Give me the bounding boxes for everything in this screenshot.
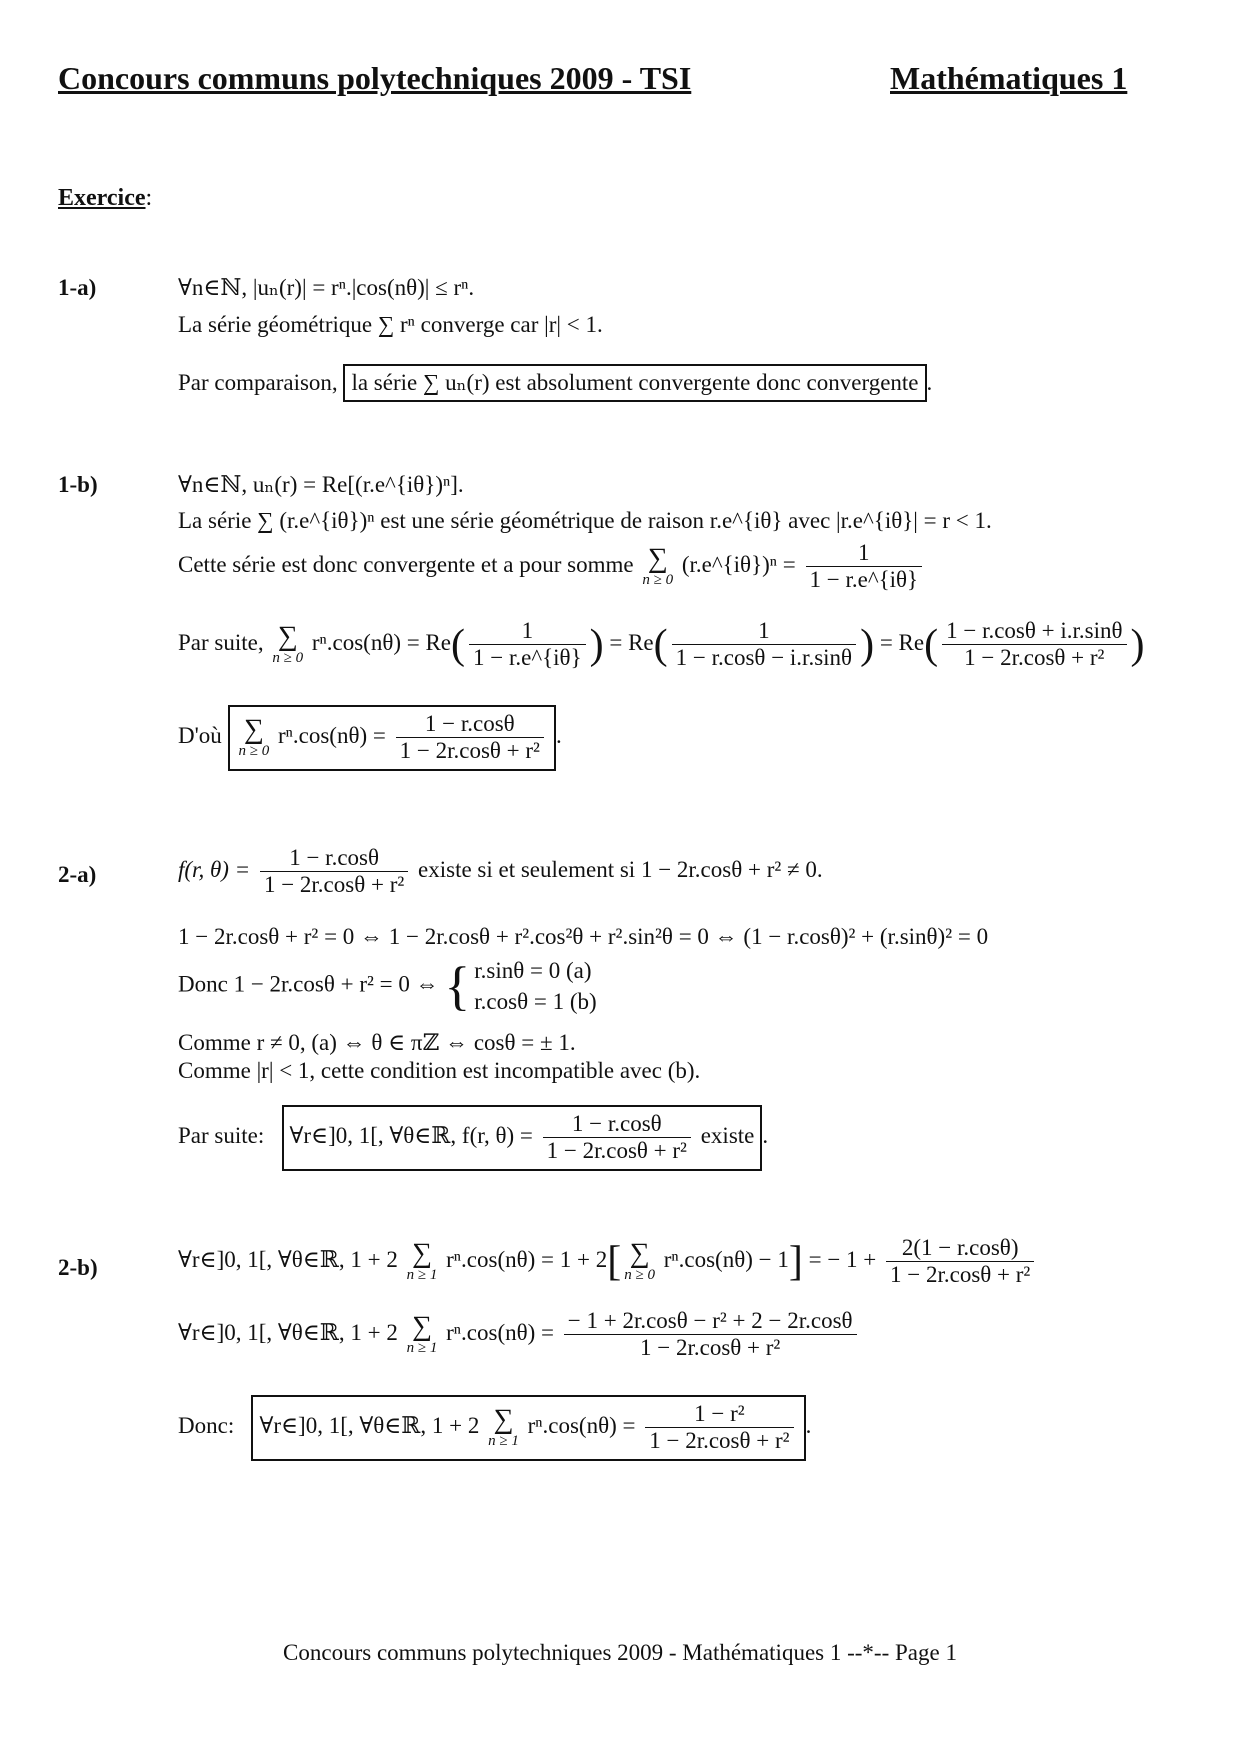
section-label-2a: 2-a) <box>58 862 97 887</box>
s1a-line1: ∀n∈ℕ, |uₙ(r)| = rⁿ.|cos(nθ)| ≤ rⁿ. <box>178 275 475 300</box>
s1b-line3-sum: (r.e^{iθ})ⁿ = <box>681 552 796 578</box>
exercise-heading-text: Exercice <box>58 185 146 211</box>
page-footer: Concours communs polytechniques 2009 - Mathématiques 1 --*-- Page 1 <box>283 1640 957 1665</box>
s1a-line3-pre: Par comparaison, <box>178 370 338 395</box>
s1b-line4-a: rⁿ.cos(nθ) = Re <box>311 630 452 656</box>
section-label-2b: 2-b) <box>58 1255 98 1280</box>
equation-system: r.sinθ = 0 (a) r.cosθ = 1 (b) <box>474 958 597 1015</box>
sum-symbol: ∑ n ≥ 1 <box>406 1311 438 1357</box>
s1b-line4-pre: Par suite, <box>178 630 264 656</box>
header-right-title: Mathématiques 1 <box>890 60 1128 96</box>
s1b-line4: Par suite, ∑ n ≥ 0 rⁿ.cos(nθ) = Re( $\frac{1}{1 - r.e\^{}\{i\theta\}}$ ) = Re( $\frac{1}{1 - r.\cos\theta - i.r.\sin\theta}$ ) = Re( $\frac{1 - r.\cos\theta + i.r.\sin\theta}{\text{1 − 2r.cosθ + r²}}$ ) <box>178 618 1145 671</box>
fraction: $\frac{1}{1 - r.e\^{}\{i\theta\}}$ <box>806 540 923 594</box>
s2b-result-box: ∀r∈]0, 1[, ∀θ∈ℝ, 1 + 2 ∑ n ≥ 1 rⁿ.cos(nθ) = $\frac{\text{1 − r²}}{\text{1 − 2r.cosθ + r²}}$ <box>251 1395 805 1461</box>
header-left-title: Concours communs polytechniques 2009 - TSI <box>58 60 692 96</box>
s1b-line5-pre: D'où <box>178 723 222 749</box>
s1b-line3-text: Cette série est donc convergente et a pour somme <box>178 552 634 578</box>
fraction: $\frac{1}{1 - r.e\^{}\{i\theta\}}$ <box>469 618 586 672</box>
s1b-line4-c: = Re <box>879 630 925 656</box>
s1a-line3 <box>178 364 932 402</box>
s2b-line1: ∀r∈]0, 1[, ∀θ∈ℝ, 1 + 2 ∑ n ≥ 1 rⁿ.cos(nθ) = 1 + 2[ ∑ n ≥ 0 rⁿ.cos(nθ) − 1] = − 1 + $\frac{2(1 - r.\cos\theta)}{\text{1 − 2r.cosθ + r²}}$ <box>178 1235 1038 1289</box>
sum-symbol: ∑ n ≥ 1 <box>488 1404 519 1450</box>
s1b-line2: La série ∑ (r.e^{iθ})ⁿ est une série géométrique de raison r.e^{iθ} avec |r.e^{iθ}| = r < 1. <box>178 508 992 533</box>
fraction: $\frac{1 - r.\cos\theta}{\text{1 − 2r.cosθ + r²}}$ <box>543 1111 691 1165</box>
exercise-heading <box>58 185 152 212</box>
fraction: $\frac{1}{1 - r.\cos\theta - i.r.\sin\theta}$ <box>672 618 856 672</box>
s1b-result-box: ∑ n ≥ 0 rⁿ.cos(nθ) = $\frac{1 - r.\cos\theta}{\text{1 − 2r.cosθ + r²}}$ <box>228 705 556 771</box>
sum-symbol: ∑ n ≥ 1 <box>406 1238 438 1284</box>
s1b-line4-b: = Re <box>609 630 654 656</box>
section-label-1a: 1-a) <box>58 275 97 300</box>
s2a-line6: Par suite: ∀r∈]0, 1[, ∀θ∈ℝ, f(r, θ) = $\frac{1 - r.\cos\theta}{\text{1 − 2r.cosθ + r²}}$ existe . <box>178 1105 768 1171</box>
fraction: $\frac{1 - r.\cos\theta}{\text{1 − 2r.cosθ + r²}}$ <box>396 711 544 765</box>
s2b-line3: Donc: ∀r∈]0, 1[, ∀θ∈ℝ, 1 + 2 ∑ n ≥ 1 rⁿ.cos(nθ) = $\frac{\text{1 − r²}}{\text{1 − 2r.cosθ + r²}}$ . <box>178 1395 811 1461</box>
sum-symbol: ∑ n ≥ 0 <box>642 543 674 589</box>
section-label-1b: 1-b) <box>58 472 98 497</box>
s2a-result-box: ∀r∈]0, 1[, ∀θ∈ℝ, f(r, θ) = $\frac{1 - r.\cos\theta}{\text{1 − 2r.cosθ + r²}}$ existe <box>282 1105 763 1171</box>
fraction: $\frac{\text{1 − r²}}{\text{1 − 2r.cosθ + r²}}$ <box>645 1401 793 1455</box>
fraction: $\frac{1 - r.\cos\theta}{\text{1 − 2r.cosθ + r²}}$ <box>260 845 408 899</box>
s2a-line1: f(r, θ) = $\frac{1 - r.\cos\theta}{\text{1 − 2r.cosθ + r²}}$ existe si et seulement si 1 − 2r.cosθ + r² ≠ 0. <box>178 845 823 898</box>
s2a-line2: 1 − 2r.cosθ + r² = 0 ⇔ 1 − 2r.cosθ + r².cos²θ + r².sin²θ = 0 ⇔ (1 − r.cosθ)² + (r.sinθ)² = 0 <box>178 924 989 949</box>
fraction: $\frac{2(1 - r.\cos\theta)}{\text{1 − 2r.cosθ + r²}}$ <box>886 1235 1034 1289</box>
exercise-heading-colon: : <box>145 185 153 211</box>
s2a-line4: Comme r ≠ 0, (a) ⇔ θ ∈ πℤ ⇔ cosθ = ± 1. <box>178 1030 576 1055</box>
s2a-line5: Comme |r| < 1, cette condition est incompatible avec (b). <box>178 1058 701 1083</box>
s1a-line2: La série géométrique ∑ rⁿ converge car |r| < 1. <box>178 312 603 337</box>
fraction: $\frac{\text{− 1 + 2r.cosθ − r² + 2 − 2r.cosθ}}{\text{1 − 2r.cosθ + r²}}$ <box>564 1308 857 1362</box>
s1b-line5: D'où ∑ n ≥ 0 rⁿ.cos(nθ) = $\frac{1 - r.\cos\theta}{\text{1 − 2r.cosθ + r²}}$ . <box>178 705 562 771</box>
s1a-line3-post: . <box>926 370 933 395</box>
s2b-line2: ∀r∈]0, 1[, ∀θ∈ℝ, 1 + 2 ∑ n ≥ 1 rⁿ.cos(nθ) = $\frac{\text{− 1 + 2r.cosθ − r² + 2 − 2r.cosθ}}{\text{1 − 2r.cosθ + r²}}$ <box>178 1308 861 1362</box>
s2a-line3: Donc 1 − 2r.cosθ + r² = 0 ⇔ { r.sinθ = 0 (a) r.cosθ = 1 (b) <box>178 956 597 1017</box>
fraction: $\frac{1 - r.\cos\theta + i.r.\sin\theta}{\text{1 − 2r.cosθ + r²}}$ <box>942 618 1126 672</box>
sum-symbol: ∑ n ≥ 0 <box>624 1238 655 1284</box>
s1b-line3 <box>178 540 926 594</box>
s1a-result-box: la série ∑ uₙ(r) est absolument convergente donc convergente <box>343 364 926 402</box>
s1b-line1: ∀n∈ℕ, uₙ(r) = Re[(r.e^{iθ})ⁿ]. <box>178 472 464 497</box>
sum-symbol: ∑ n ≥ 0 <box>272 621 304 667</box>
sum-symbol: ∑ n ≥ 0 <box>238 714 270 760</box>
